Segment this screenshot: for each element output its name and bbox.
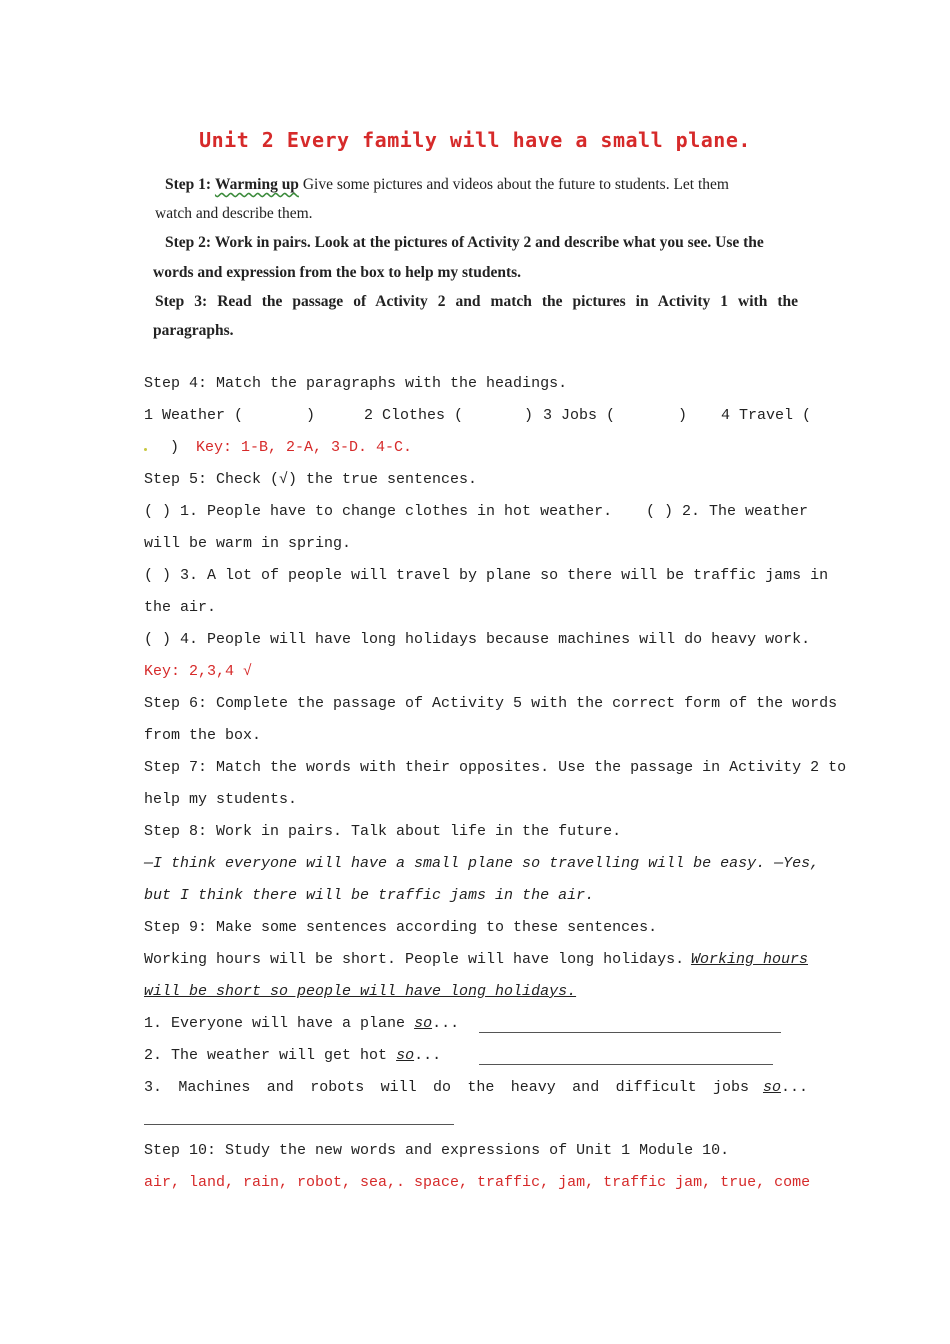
step3-label: Step 3: bbox=[155, 293, 208, 310]
question-2-text: 2. The weather will get hot bbox=[144, 1047, 388, 1064]
sentence-1: ( ) 1. People have to change clothes in hot weather. bbox=[144, 503, 613, 520]
step5-key: Key: 2,3,4 √ bbox=[144, 663, 253, 680]
step2-line-a bbox=[165, 228, 805, 257]
step6-line-a: Step 6: Complete the passage of Activity 5 with the correct form of the words bbox=[144, 695, 838, 712]
dialogue-line-1: —I think everyone will have a small plane so travelling will be easy. —Yes, bbox=[144, 855, 820, 872]
heading-clothes-close: ) bbox=[524, 407, 534, 424]
step2-text-b: words and expression from the box to help my students. bbox=[153, 264, 522, 281]
step1-line-a bbox=[165, 170, 805, 199]
question-1-text: 1. Everyone will have a plane bbox=[144, 1015, 406, 1032]
sentence-2: ( ) 2. The weather bbox=[645, 503, 808, 520]
example-sentences: Working hours will be short. People will have long holidays. bbox=[144, 951, 685, 968]
step1-name: Warming up bbox=[214, 176, 299, 193]
step3-text-a: Read the passage of Activity 2 and match the pictures in Activity 1 with the bbox=[217, 293, 798, 310]
step2-text-a: Work in pairs. Look at the pictures of Activity 2 and describe what you see. Use the bbox=[214, 234, 764, 251]
sentence-4: ( ) 4. People will have long holidays because machines will do heavy work. bbox=[144, 631, 811, 648]
step1-label: Step 1: bbox=[165, 176, 212, 193]
step1-text-b: watch and describe them. bbox=[155, 205, 313, 222]
question-1 bbox=[144, 1008, 808, 1040]
heading-jobs-close: ) bbox=[678, 407, 688, 424]
step1-text-a: Give some pictures and videos about the future to students. Let them bbox=[302, 176, 729, 193]
question-3-text: 3. Machines and robots will do the heavy and difficult jobs bbox=[144, 1079, 749, 1096]
answer-blank-3[interactable] bbox=[144, 1124, 454, 1125]
step9-heading: Step 9: Make some sentences according to these sentences. bbox=[144, 919, 658, 936]
step2-label: Step 2: bbox=[165, 234, 212, 251]
question-2 bbox=[144, 1040, 808, 1072]
question-3-dots: ... bbox=[780, 1079, 808, 1096]
heading-jobs: 3 Jobs ( bbox=[543, 407, 616, 424]
heading-weather-close: ) bbox=[306, 407, 316, 424]
step3-text-b: paragraphs. bbox=[153, 322, 234, 339]
heading-weather: 1 Weather ( bbox=[144, 407, 244, 424]
example-answer-a: Working hours bbox=[690, 951, 808, 968]
step5-heading: Step 5: Check (√) the true sentences. bbox=[144, 471, 478, 488]
step10-heading: Step 10: Study the new words and expressions of Unit 1 Module 10. bbox=[144, 1142, 730, 1159]
step4-key-row bbox=[144, 432, 808, 464]
heading-travel-close: ) bbox=[170, 439, 180, 456]
step4-key: Key: 1-B, 2-A, 3-D. 4-C. bbox=[196, 439, 413, 456]
example-answer-b: will be short so people will have long holidays. bbox=[144, 983, 577, 1000]
page-title: Unit 2 Every family will have a small plane. bbox=[199, 128, 751, 152]
question-3-so: so bbox=[762, 1079, 781, 1096]
question-1-so: so bbox=[414, 1015, 433, 1032]
question-2-dots: ... bbox=[414, 1047, 442, 1064]
dialogue-line-2: but I think there will be traffic jams in the air. bbox=[144, 887, 595, 904]
heading-clothes: 2 Clothes ( bbox=[364, 407, 464, 424]
answer-blank-2[interactable] bbox=[479, 1046, 773, 1065]
sentence-3: ( ) 3. A lot of people will travel by plane so there will be traffic jams in bbox=[144, 567, 829, 584]
question-2-so: so bbox=[396, 1047, 415, 1064]
step4-heading: Step 4: Match the paragraphs with the headings. bbox=[144, 375, 568, 392]
step3-line-a bbox=[155, 287, 798, 316]
step7-line-a: Step 7: Match the words with their opposites. Use the passage in Activity 2 to bbox=[144, 759, 847, 776]
vocabulary-list: air, land, rain, robot, sea,. space, traffic, jam, traffic jam, true, come bbox=[144, 1174, 811, 1191]
question-1-dots: ... bbox=[432, 1015, 460, 1032]
stray-dot bbox=[144, 448, 147, 451]
step7-line-b: help my students. bbox=[144, 791, 298, 808]
step6-line-b: from the box. bbox=[144, 727, 262, 744]
answer-blank-1[interactable] bbox=[479, 1014, 781, 1033]
step8-heading: Step 8: Work in pairs. Talk about life in the future. bbox=[144, 823, 622, 840]
sentence-3-cont: the air. bbox=[144, 599, 217, 616]
heading-travel: 4 Travel ( bbox=[721, 407, 812, 424]
sentence-2-cont: will be warm in spring. bbox=[144, 535, 352, 552]
question-3-so-group bbox=[763, 1072, 808, 1104]
